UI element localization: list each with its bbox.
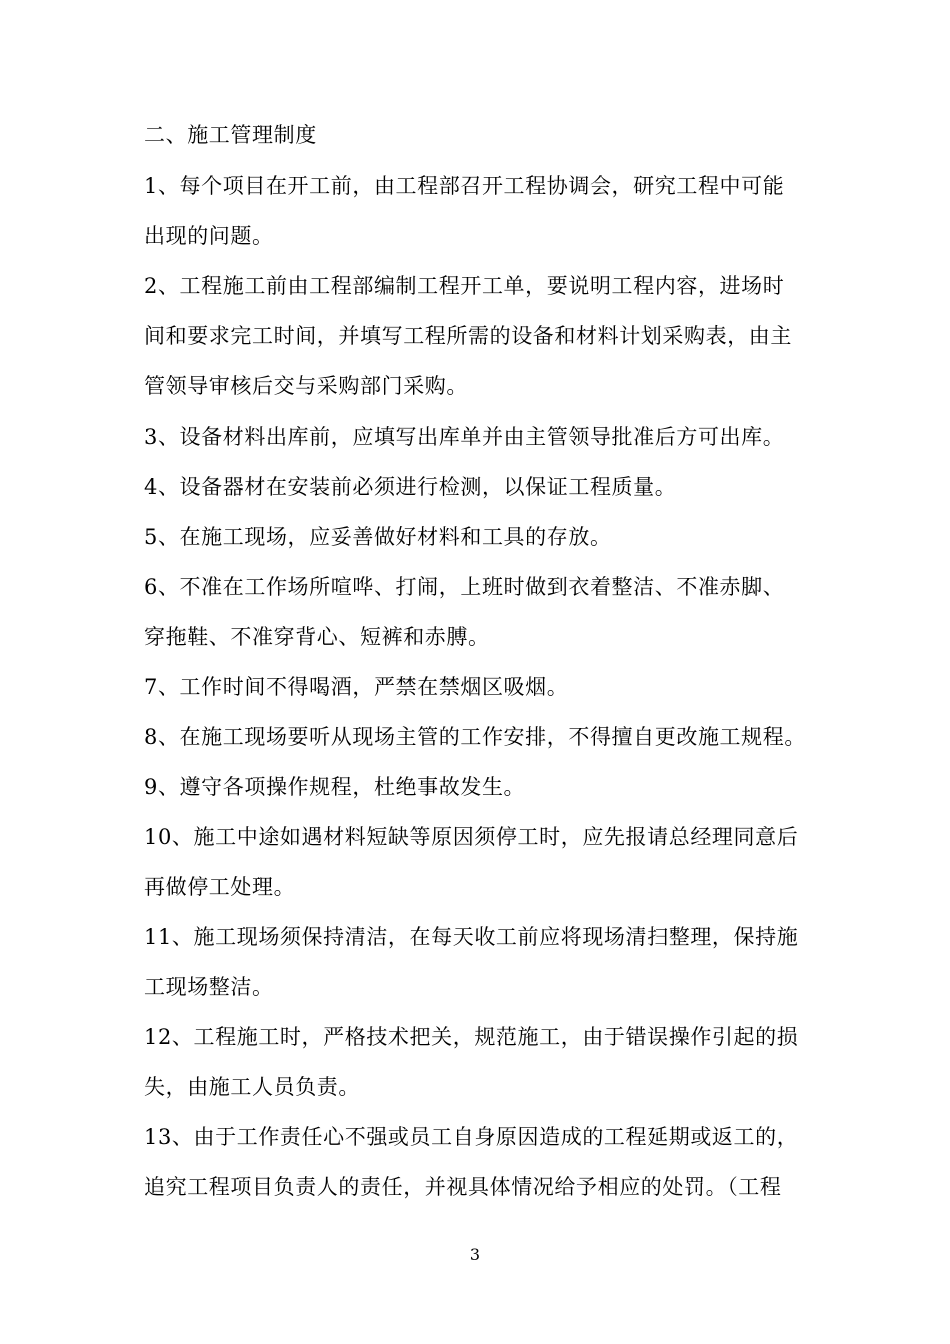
text-line-10: 穿拖鞋、不准穿背心、短裤和赤膊。	[144, 625, 490, 649]
page-number: 3	[469, 1245, 481, 1264]
text-line-19: 失，由施工人员负责。	[144, 1075, 360, 1099]
text-line-11: 7、工作时间不得喝酒，严禁在禁烟区吸烟。	[144, 675, 569, 699]
text-line-8: 5、在施工现场，应妥善做好材料和工具的存放。	[144, 525, 612, 549]
text-line-7: 4、设备器材在安装前必须进行检测，以保证工程质量。	[144, 475, 677, 499]
text-line-12: 8、在施工现场要听从现场主管的工作安排，不得擅自更改施工规程。	[144, 725, 806, 749]
text-line-5: 管领导审核后交与采购部门采购。	[144, 374, 468, 398]
text-line-17: 工现场整洁。	[144, 975, 274, 999]
text-line-3: 2、工程施工前由工程部编制工程开工单，要说明工程内容，进场时	[144, 274, 785, 298]
text-line-16: 11、施工现场须保持清洁，在每天收工前应将现场清扫整理，保持施	[144, 925, 799, 949]
text-line-21: 追究工程项目负责人的责任，并视具体情况给予相应的处罚。（工程	[144, 1175, 782, 1199]
text-line-14: 10、施工中途如遇材料短缺等原因须停工时，应先报请总经理同意后	[144, 825, 799, 849]
text-line-15: 再做停工处理。	[144, 875, 296, 899]
text-line-13: 9、遵守各项操作规程，杜绝事故发生。	[144, 775, 526, 799]
text-line-2: 出现的问题。	[144, 224, 274, 248]
text-line-6: 3、设备材料出库前，应填写出库单并由主管领导批准后方可出库。	[144, 425, 785, 449]
text-line-20: 13、由于工作责任心不强或员工自身原因造成的工程延期或返工的，	[144, 1125, 799, 1149]
text-line-4: 间和要求完工时间，并填写工程所需的设备和材料计划采购表，由主	[144, 324, 792, 348]
text-line-9: 6、不准在工作场所喧哗、打闹，上班时做到衣着整洁、不准赤脚、	[144, 575, 785, 599]
text-line-18: 12、工程施工时，严格技术把关，规范施工，由于错误操作引起的损	[144, 1025, 799, 1049]
section-heading: 二、施工管理制度	[144, 123, 317, 147]
text-line-1: 1、每个项目在开工前，由工程部召开工程协调会，研究工程中可能	[144, 174, 785, 198]
